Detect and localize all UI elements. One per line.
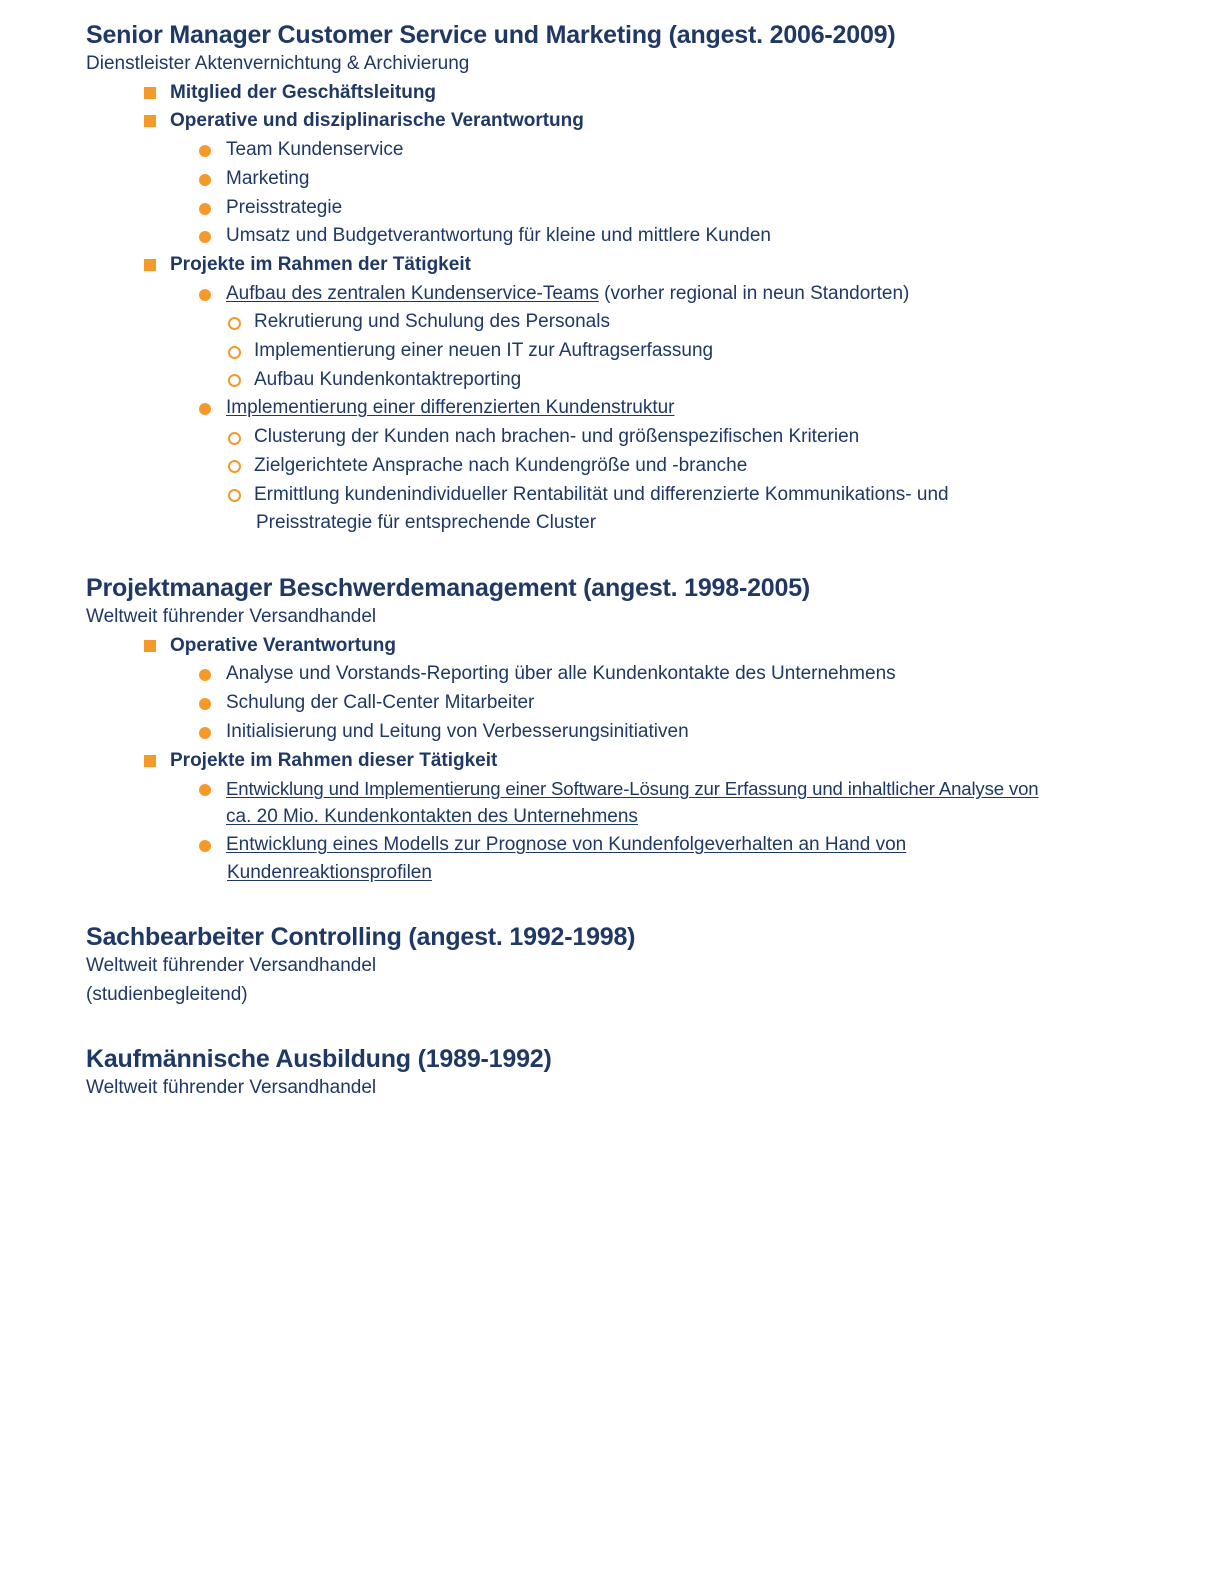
sub-sub-item: Clusterung der Kunden nach brachen- und größenspezifischen Kriterien: [254, 426, 860, 448]
job-title: Sachbearbeiter Controlling (angest. 1992-1998): [86, 923, 636, 951]
sub-sub-item: Zielgerichtete Ansprache nach Kundengröße und -branche: [254, 454, 748, 476]
project-title-continuation: ca. 20 Mio. Kundenkontakten des Unternehmens: [226, 806, 638, 828]
circle-bullet-icon: [199, 231, 211, 243]
job-title: Projektmanager Beschwerdemanagement (angest. 1998-2005): [86, 574, 811, 602]
list-item: [86, 747, 1146, 888]
circle-bullet-icon: [199, 403, 211, 415]
item-label: Projekte im Rahmen der Tätigkeit: [170, 253, 471, 275]
square-bullet-icon: [144, 755, 156, 767]
square-bullet-icon: [144, 640, 156, 652]
project-suffix: (vorher regional in neun Standorten): [598, 282, 910, 304]
project-title: Entwicklung und Implementierung einer Software-Lösung zur Erfassung und inhaltlicher Analyse von: [226, 778, 1039, 800]
responsibility-list: [86, 632, 1146, 888]
sub-sub-item: Aufbau Kundenkontaktreporting: [254, 368, 522, 390]
project-title: Implementierung einer differenzierten Kundenstruktur: [226, 397, 675, 419]
ring-bullet-icon: [228, 432, 241, 445]
project-title: Aufbau des zentralen Kundenservice-Teams: [226, 282, 599, 304]
list-item: [86, 79, 1146, 108]
sub-sub-item: Ermittlung kundenindividueller Rentabilität und differenzierte Kommunikations- und: [254, 483, 949, 505]
sub-item: Team Kundenservice: [226, 139, 404, 161]
ring-bullet-icon: [228, 346, 241, 359]
list-item: [86, 632, 1146, 747]
item-label: Operative Verantwortung: [170, 634, 396, 656]
project-title: Entwicklung eines Modells zur Prognose von Kundenfolgeverhalten an Hand von: [226, 834, 907, 856]
sub-item: Analyse und Vorstands-Reporting über alle Kundenkontakte des Unternehmens: [226, 663, 896, 685]
circle-bullet-icon: [199, 289, 211, 301]
sub-item: Initialisierung und Leitung von Verbesserungsinitiativen: [226, 720, 689, 742]
job-senior-manager: [86, 20, 1146, 538]
item-label: Mitglied der Geschäftsleitung: [170, 81, 437, 103]
job-ausbildung: [86, 1044, 1146, 1103]
circle-bullet-icon: [199, 174, 211, 186]
responsibility-list: [86, 79, 1146, 538]
sub-sub-item: Rekrutierung und Schulung des Personals: [254, 311, 610, 333]
sub-sub-item: Implementierung einer neuen IT zur Auftragserfassung: [254, 340, 714, 362]
ring-bullet-icon: [228, 489, 241, 502]
square-bullet-icon: [144, 87, 156, 99]
list-item: [86, 251, 1146, 538]
circle-bullet-icon: [199, 203, 211, 215]
job-note: (studienbegleitend): [86, 983, 248, 1005]
job-title: Kaufmännische Ausbildung (1989-1992): [86, 1045, 552, 1073]
circle-bullet-icon: [199, 727, 211, 739]
square-bullet-icon: [144, 115, 156, 127]
sub-item: Schulung der Call-Center Mitarbeiter: [226, 692, 535, 714]
sub-item: Umsatz und Budgetverantwortung für kleine und mittlere Kunden: [226, 225, 771, 247]
circle-bullet-icon: [199, 784, 211, 796]
company-name: Weltweit führender Versandhandel: [86, 606, 377, 627]
sub-item: Marketing: [226, 167, 310, 189]
item-label: Operative und disziplinarische Verantwortung: [170, 110, 584, 132]
job-projektmanager: [86, 573, 1146, 887]
sub-item: Preisstrategie: [226, 196, 343, 218]
company-name: Weltweit führender Versandhandel: [86, 955, 377, 976]
company-name: Weltweit führender Versandhandel: [86, 1077, 377, 1098]
company-name: Dienstleister Aktenvernichtung & Archivierung: [86, 53, 470, 74]
ring-bullet-icon: [228, 374, 241, 387]
square-bullet-icon: [144, 259, 156, 271]
circle-bullet-icon: [199, 145, 211, 157]
circle-bullet-icon: [199, 698, 211, 710]
job-sachbearbeiter: [86, 922, 1146, 1009]
circle-bullet-icon: [199, 669, 211, 681]
job-title: Senior Manager Customer Service und Marketing (angest. 2006-2009): [86, 21, 896, 49]
list-item: [86, 107, 1146, 251]
circle-bullet-icon: [199, 840, 211, 852]
ring-bullet-icon: [228, 317, 241, 330]
sub-sub-item-continuation: Preisstrategie für entsprechende Cluster: [256, 512, 597, 534]
item-label: Projekte im Rahmen dieser Tätigkeit: [170, 749, 498, 771]
project-title-continuation: Kundenreaktionsprofilen: [227, 862, 432, 884]
ring-bullet-icon: [228, 460, 241, 473]
